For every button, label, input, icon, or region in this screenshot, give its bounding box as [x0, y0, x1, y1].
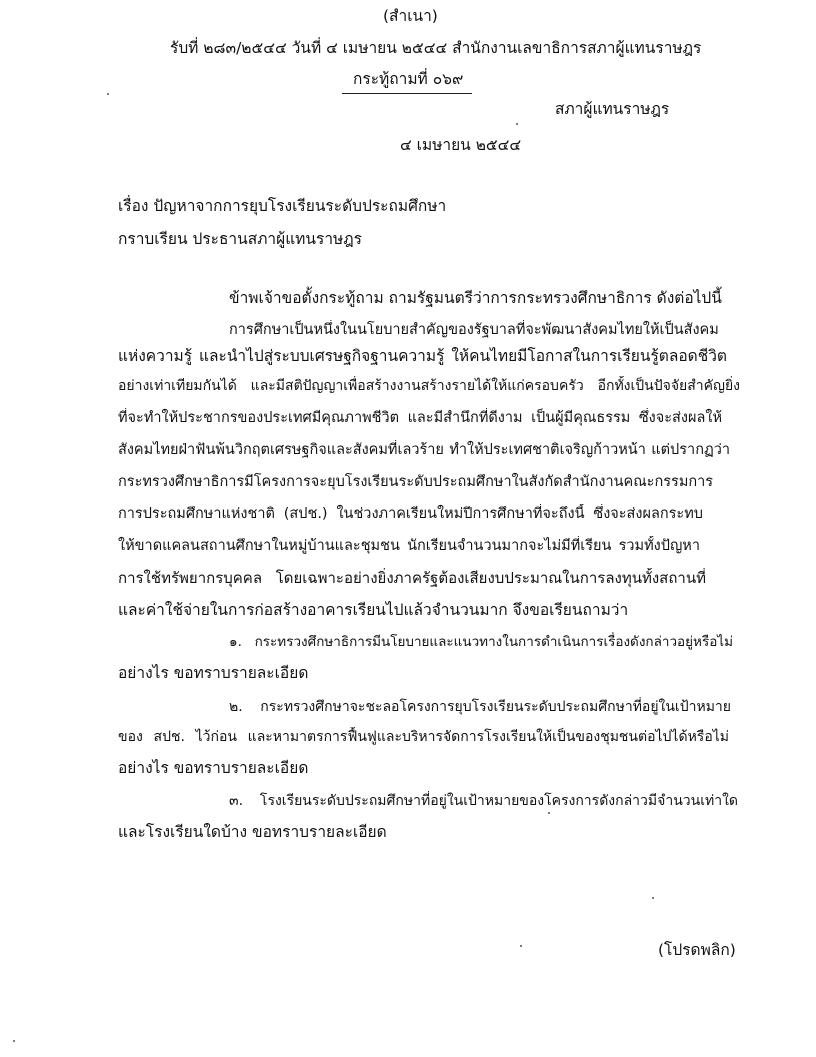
paragraph-line-1: การศึกษาเป็นหนึ่งในนโยบายสำคัญของรัฐบาลที่จะพัฒนาสังคมไทยให้เป็นสังคม	[229, 322, 719, 338]
interpellation-number: กระทู้ถามที่ ๐๖๙	[353, 70, 464, 88]
receipt-line: รับที่ ๒๘๓/๒๕๔๔ วันที่ ๔ เมษายน ๒๕๔๔ สำนักงานเลขาธิการสภาผู้แทนราษฎร	[170, 39, 702, 57]
subject-line: เรื่อง ปัญหาจากการยุบโรงเรียนระดับประถมศึกษา	[118, 197, 447, 215]
scan-speck	[107, 93, 109, 95]
interpellation-underline	[342, 93, 472, 94]
paragraph-line-4: ที่จะทำให้ประชากรของประเทศมีคุณภาพชีวิต และมีสำนึกที่ดีงาม เป็นผู้มีคุณธรรม ซึ่งจะส่งผลให้	[118, 410, 722, 426]
page-turn-note: (โปรดพลิก)	[658, 941, 736, 959]
question-2-line-3: อย่างไร ขอทราบรายละเอียด	[118, 759, 309, 777]
paragraph-line-5: สังคมไทยฝ่าฟันพ้นวิกฤตเศรษฐกิจและสังคมที่เลวร้าย ทำให้ประเทศชาติเจริญก้าวหน้า แต่ปรากฏว่า	[118, 442, 730, 458]
paragraph-line-8: ให้ขาดแคลนสถานศึกษาในหมู่บ้านและชุมชน นักเรียนจำนวนมากจะไม่มีที่เรียน รวมทั้งปัญหา	[118, 538, 700, 554]
question-2-line-2: ของ สปช. ไว้ก่อน และหามาตรการฟื้นฟูและบริหารจัดการโรงเรียนให้เป็นของชุมชนต่อไปได้หรือไม่	[118, 729, 729, 745]
recipient-org: สภาผู้แทนราษฎร	[555, 100, 670, 118]
paragraph-line-7: การประถมศึกษาแห่งชาติ (สปช.) ในช่วงภาคเรียนใหม่ปีการศึกษาที่จะถึงนี้ ซึ่งจะส่งผลกระทบ	[118, 506, 703, 522]
question-2-line-1: ๒. กระทรวงศึกษาจะชะลอโครงการยุบโรงเรียนระดับประถมศึกษาที่อยู่ในเป้าหมาย	[229, 699, 731, 715]
scan-speck	[516, 123, 518, 125]
paragraph-line-9: การใช้ทรัพยากรบุคคล โดยเฉพาะอย่างยิ่งภาครัฐต้องเสียงบประมาณในการลงทุนทั้งสถานที่	[118, 569, 706, 587]
scan-speck	[520, 945, 522, 947]
question-1-line-2: อย่างไร ขอทราบรายละเอียด	[118, 664, 309, 682]
paragraph-line-6: กระทรวงศึกษาธิการมีโครงการจะยุบโรงเรียนระดับประถมศึกษาในสังกัดสำนักงานคณะกรรมการ	[118, 474, 713, 490]
paragraph-line-3: อย่างเท่าเทียมกันได้ และมีสติปัญญาเพื่อสร้างงานสร้างรายได้ให้แก่ครอบครัว อีกทั้งเป็นปัจจัยสำคัญยิ่ง	[118, 378, 740, 394]
document-date: ๔ เมษายน ๒๕๔๔	[400, 136, 522, 154]
scan-speck	[13, 1040, 15, 1042]
scan-speck	[548, 812, 550, 814]
addressee-line: กราบเรียน ประธานสภาผู้แทนราษฎร	[118, 230, 362, 248]
question-3-line-1: ๓. โรงเรียนระดับประถมศึกษาที่อยู่ในเป้าหมายของโครงการดังกล่าวมีจำนวนเท่าใด	[229, 793, 738, 809]
opening-line: ข้าพเจ้าขอตั้งกระทู้ถาม ถามรัฐมนตรีว่าการกระทรวงศึกษาธิการ ดังต่อไปนี้	[229, 289, 722, 307]
question-3-line-2: และโรงเรียนใดบ้าง ขอทราบรายละเอียด	[118, 823, 387, 841]
paragraph-line-10: และค่าใช้จ่ายในการก่อสร้างอาคารเรียนไปแล้วจำนวนมาก จึงขอเรียนถามว่า	[118, 601, 629, 619]
paragraph-line-2: แห่งความรู้ และนำไปสู่ระบบเศรษฐกิจฐานความรู้ ให้คนไทยมีโอกาสในการเรียนรู้ตลอดชีวิต	[118, 347, 727, 365]
question-1-line-1: ๑. กระทรวงศึกษาธิการมีนโยบายและแนวทางในการดำเนินการเรื่องดังกล่าวอยู่หรือไม่	[229, 634, 733, 650]
copy-label: (สำเนา)	[383, 7, 438, 25]
scan-speck	[652, 897, 654, 899]
